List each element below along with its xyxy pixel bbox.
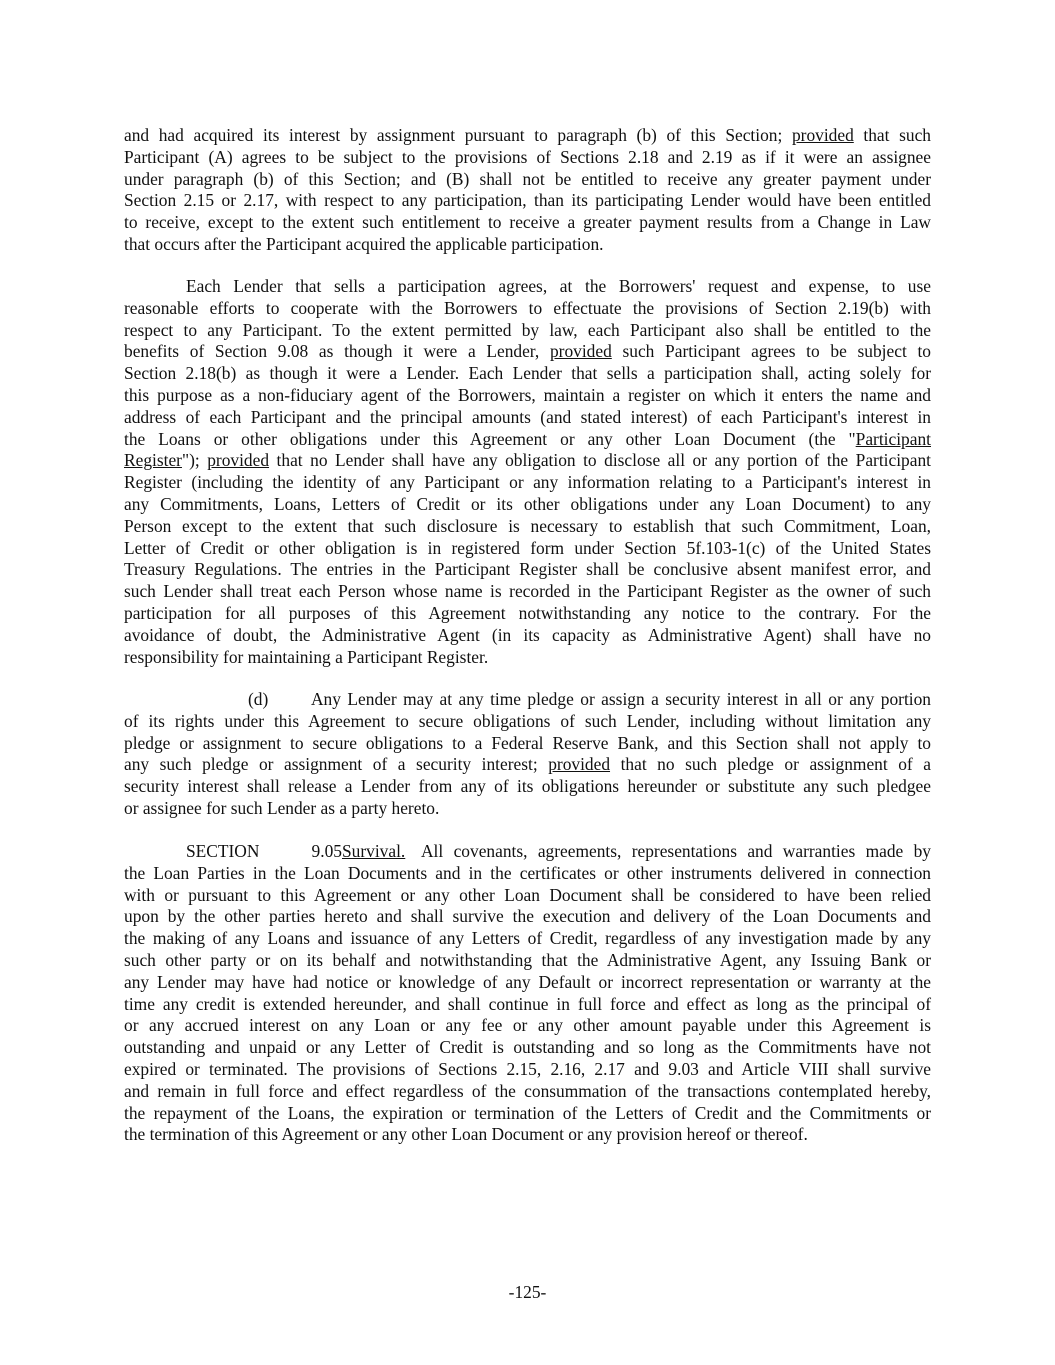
text-run: and had acquired its interest by assignment pursuant to paragraph (b) of this Section; [124,125,792,145]
text-run: that such [853,125,931,145]
text-line [124,341,931,363]
text-line [124,776,931,798]
text-run: respect to any Participant. To the extent permitted by law, each Participant also shall be entitled to the [124,319,931,340]
page-number: -125- [508,1282,547,1302]
text-line [124,603,931,625]
text-run: security interest shall release a Lender from any of its obligations hereunder or substitute any such pledgee [124,776,931,797]
text-run: expired or terminated. The provisions of Sections 2.15, 2.16, 2.17 and 9.03 and Article VIII shall survive [124,1058,931,1079]
text-line [124,581,931,603]
text-line [124,972,931,994]
text-line [124,472,931,494]
text-run: the termination of this Agreement or any other Loan Document or any provision hereof or thereof. [124,1124,808,1145]
text-line [124,429,931,451]
text-run: All covenants, agreements, representations and warranties made by [421,841,931,861]
text-line [124,689,931,711]
text-line [124,625,931,647]
text-line [124,234,931,256]
section-title-cell [342,841,421,863]
text-run: or assignee for such Lender as a party hereto. [124,797,440,818]
text-run: and remain in full force and effect regardless of the consummation of the transactions contemplated hereby, [124,1080,931,1101]
text-run: outstanding and unpaid or any Letter of Credit is outstanding and so long as the Commitments have not [124,1037,931,1058]
text-line [124,212,931,234]
text-run: with or pursuant to this Agreement or any other Loan Document shall be considered to have been relied [124,884,931,905]
text-run: that occurs after the Participant acquired the applicable participation. [124,233,604,254]
text-line [124,885,931,907]
text-line [124,754,931,776]
text-run: Each Lender that sells a participation agrees, at the Borrowers' request and expense, to use [186,276,931,296]
text-run: time any credit is extended hereunder, and shall continue in full force and effect as long as the principal of [124,993,931,1014]
text-run: any Commitments, Loans, Letters of Credit or its other obligations under any Loan Document) to any [124,493,931,514]
paragraph-continuation [124,125,931,256]
text-line [124,516,931,538]
text-run: address of each Participant and the principal amounts (and stated interest) of each Participant's interest in [124,406,931,427]
text-run: avoidance of doubt, the Administrative Agent (in its capacity as Administrative Agent) shall have no [124,624,931,645]
text-run: that no such pledge or assignment of a [610,754,931,775]
text-run: to receive, except to the extent such entitlement to receive a greater payment results from a Change in Law [124,212,931,233]
text-run: upon by the other parties hereto and shall survive the execution and delivery of the Loan Documents and [124,906,931,927]
defined-term: provided [207,450,270,471]
text-line [124,298,931,320]
defined-term: provided [548,754,611,775]
text-run: such Lender shall treat each Person whose name is recorded in the Participant Register as the owner of such [124,581,931,602]
paragraph-d-security-interest [124,689,931,820]
section-number: SECTION 9.05 [186,841,342,861]
subsection-label: (d) [248,689,269,709]
text-run: responsibility for maintaining a Participant Register. [124,646,489,667]
text-run: Letter of Credit or other obligation is in registered form under Section 5f.103-1(c) of the United States [124,537,931,558]
text-line [124,559,931,581]
text-run: reasonable efforts to cooperate with the Borrowers to effectuate the provisions of Section 2.19(b) with [124,297,931,318]
text-line [124,1037,931,1059]
text-run: Section 2.15 or 2.17, with respect to any participation, than its participating Lender would have been entitled [124,190,931,211]
text-line [124,1124,931,1146]
text-run: that no Lender shall have any obligation to disclose all or any portion of the Participant [269,450,931,471]
text-line [124,950,931,972]
text-run: such other party or on its behalf and notwithstanding that the Administrative Agent, any Issuing Bank or [124,949,931,970]
text-run: the repayment of the Loans, the expiration or termination of the Letters of Credit and the Commitments or [124,1102,931,1123]
text-line [124,928,931,950]
defined-term: Register [124,450,182,471]
text-line [124,733,931,755]
text-line [124,385,931,407]
section-title: Survival. [342,841,406,861]
text-line [124,1103,931,1125]
text-line [124,169,931,191]
text-line [124,841,931,863]
section-9-05-survival [124,841,931,1146]
text-line [124,538,931,560]
text-line [124,798,931,820]
text-run: Treasury Regulations. The entries in the Participant Register shall be conclusive absent manifest error, and [124,559,931,580]
defined-term: provided [791,125,854,145]
text-line [124,494,931,516]
text-line [124,147,931,169]
text-run: any such pledge or assignment of a security interest; [124,754,549,775]
text-run: this purpose as a non-fiduciary agent of the Borrowers, maintain a register on which it enters the name and [124,384,931,405]
text-run: participation for all purposes of this Agreement notwithstanding any notice to the contrary. For the [124,602,931,623]
text-run: Person except to the extent that such disclosure is necessary to establish that such Commitment, Loan, [124,515,931,536]
text-run: under paragraph (b) of this Section; and (B) shall not be entitled to receive any greater payment under [124,168,931,189]
text-line [124,320,931,342]
text-line [124,711,931,733]
text-run: pledge or assignment to secure obligations to a Federal Reserve Bank, and this Section shall not apply to [124,732,931,753]
text-line [124,906,931,928]
text-run: "); [181,450,208,471]
text-line [124,1081,931,1103]
text-line [124,450,931,472]
text-run: any Lender may have had notice or knowledge of any Default or incorrect representation or warranty at the [124,971,931,992]
text-run: Section 2.18(b) as though it were a Lender. Each Lender that sells a participation shall, acting solely for [124,363,931,384]
text-run: or any accrued interest on any Loan or any fee or any other amount payable under this Agreement is [124,1015,931,1036]
text-run: of its rights under this Agreement to secure obligations of such Lender, including without limitation any [124,710,931,731]
text-run: Participant (A) agrees to be subject to the provisions of Sections 2.18 and 2.19 as if it were an assignee [124,146,931,167]
text-line [124,863,931,885]
text-run: benefits of Section 9.08 as though it were a Lender, [124,341,550,362]
text-run: the Loan Parties in the Loan Documents and in the certificates or other instruments delivered in connection [124,862,931,883]
text-line [124,276,931,298]
text-run: the Loans or other obligations under this Agreement or any other Loan Document (the " [124,428,856,449]
text-run: the making of any Loans and issuance of any Letters of Credit, regardless of any investigation made by any [124,928,931,949]
text-line [124,994,931,1016]
text-line [124,363,931,385]
text-line [124,190,931,212]
text-run: Any Lender may at any time pledge or assign a security interest in all or any portion [311,689,931,709]
text-run: Register (including the identity of any Participant or any information relating to a Participant's interest in [124,472,931,493]
text-line [124,1059,931,1081]
text-line [124,1015,931,1037]
defined-term: Participant [855,428,931,449]
text-line [124,125,931,147]
text-run: such Participant agrees to be subject to [611,341,931,362]
text-line [124,647,931,669]
text-line [124,407,931,429]
defined-term: provided [549,341,612,362]
paragraph-participant-register [124,276,931,668]
